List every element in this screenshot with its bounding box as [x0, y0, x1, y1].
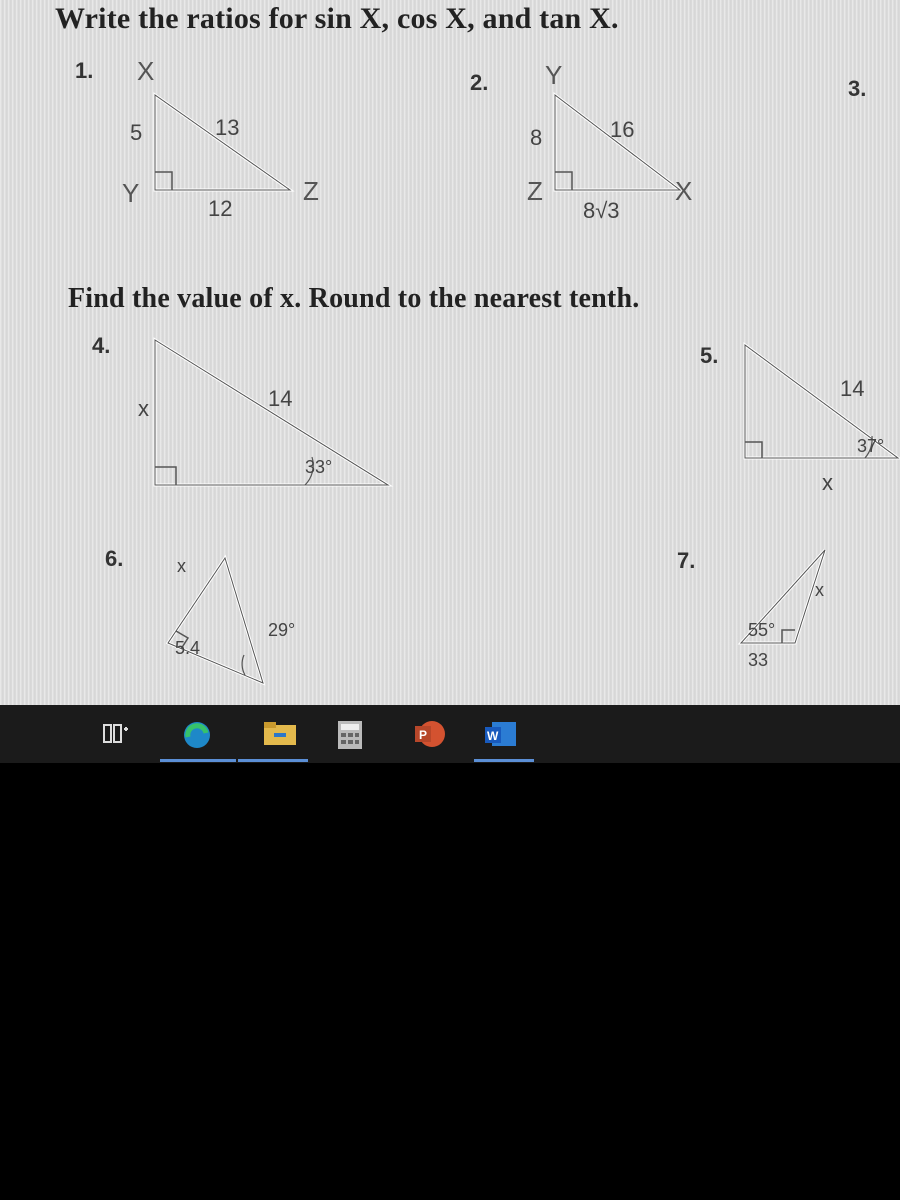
- problem-1-number: 1.: [75, 58, 94, 83]
- problem-2-side-yx: 16: [610, 117, 635, 142]
- problem-4-label-x: x: [138, 396, 149, 421]
- powerpoint-icon[interactable]: [412, 719, 442, 749]
- problem-1-vertex-x: X: [137, 56, 155, 86]
- problem-4-label-angle: 33°: [305, 457, 333, 477]
- problem-1-vertex-y: Y: [122, 178, 140, 208]
- problem-6-number: 6.: [105, 546, 124, 571]
- section1-heading: Write the ratios for sin X, cos X, and tan X.: [55, 2, 619, 35]
- problem-2-vertex-y: Y: [545, 60, 563, 90]
- problem-2-triangle: [550, 90, 690, 200]
- powerpoint-letter: P: [419, 728, 428, 742]
- section2-heading: Find the value of x. Round to the nearest tenth.: [68, 283, 640, 314]
- word-active-indicator: [474, 759, 534, 762]
- problem-4-triangle: [150, 335, 395, 495]
- word-icon[interactable]: [482, 719, 512, 749]
- problem-6-label-x: x: [177, 556, 186, 576]
- problem-2-side-yz: 8: [530, 125, 543, 150]
- problem-2-number: 2.: [470, 70, 489, 95]
- problem-7-label-x: x: [815, 580, 824, 600]
- problem-5-label-angle: 37°: [857, 436, 885, 456]
- problem-2-vertex-x: X: [675, 176, 693, 206]
- problem-1-side-yx: 5: [130, 120, 143, 145]
- problem-1-triangle: [150, 90, 300, 200]
- problem-7-number: 7.: [677, 548, 696, 573]
- problem-6-label-side: 5.4: [175, 638, 201, 658]
- explorer-active-indicator: [238, 759, 308, 762]
- problem-1-side-xz: 13: [215, 115, 240, 140]
- word-letter: W: [487, 729, 499, 743]
- problem-6-label-angle: 29°: [268, 620, 296, 640]
- problem-4-label-hyp: 14: [268, 386, 293, 411]
- problem-2-side-zx: 8√3: [583, 198, 620, 223]
- problem-4-number: 4.: [92, 333, 111, 358]
- problem-5-label-x: x: [822, 470, 833, 495]
- problem-2-vertex-z: Z: [527, 176, 543, 206]
- edge-icon[interactable]: [180, 719, 210, 749]
- problem-7-label-side: 33: [748, 650, 769, 670]
- problem-3-number: 3.: [848, 76, 867, 101]
- monitor-bezel: [0, 763, 900, 1200]
- problem-5-number: 5.: [700, 343, 719, 368]
- problem-5-label-hyp: 14: [840, 376, 865, 401]
- problem-1-vertex-z: Z: [303, 176, 319, 206]
- calculator-icon[interactable]: [335, 719, 365, 749]
- task-view-icon[interactable]: [100, 719, 130, 749]
- problem-7-label-angle: 55°: [748, 620, 776, 640]
- taskbar: [0, 705, 900, 763]
- edge-active-indicator: [160, 759, 236, 762]
- problem-1-side-yz: 12: [208, 196, 233, 221]
- file-explorer-icon[interactable]: [262, 719, 292, 749]
